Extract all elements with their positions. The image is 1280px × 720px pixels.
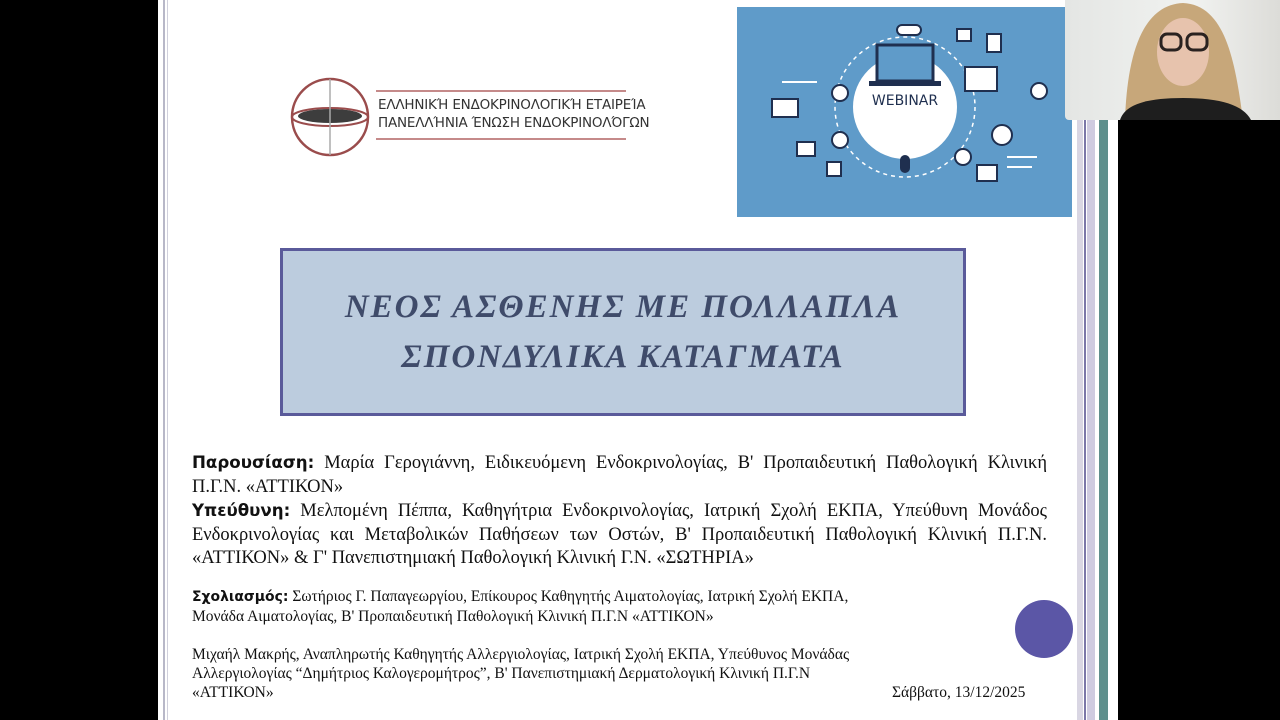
slide-title-line-2: ΣΠΟΝΔΥΛΙΚΑ ΚΑΤΑΓΜΑΤΑ: [401, 339, 845, 375]
decorative-circle: [1015, 600, 1073, 658]
globe-logo-icon: [290, 76, 374, 158]
webinar-illustration: [737, 7, 1072, 217]
slide-title-line-1: ΝΕΟΣ ΑΣΘΕΝΗΣ ΜΕ ΠΟΛΛΑΠΛΑ: [344, 289, 902, 325]
presenter-label: Παρουσίαση:: [192, 453, 315, 472]
commentary-second: Μιχαήλ Μακρής, Αναπληρωτής Καθηγητής Αλλεργιολογίας, Ιατρική Σχολή ΕΚΠΑ, Υπεύθυνος Μονάδας Αλλεργιολογίας “Δημήτριος Καλογερομήτρος”, Β' Πανεπιστημιακή Δερματολογική Κλινική Π.Γ.Ν «ΑΤΤΙΚΟΝ»: [192, 646, 850, 701]
supervisor-text: Μελπομένη Πέππα, Καθηγήτρια Ενδοκρινολογίας, Ιατρική Σχολή ΕΚΠΑ, Υπεύθυνη Μονάδος Ενδοκρινολογίας και Μεταβολικών Παθήσεων των Οστών, Β' Προπαιδευτική Παθολογική Κλινική Π.Γ.Ν. «ΑΤΤΙΚΟΝ» & Γ' Πανεπιστημιακή Παθολογική Κλινική Γ.Ν. «ΣΩΤΗΡΙΑ»: [192, 501, 1047, 568]
supervisor-info: [192, 499, 1047, 571]
speaker-avatar-icon: [1065, 0, 1280, 120]
logo-line-2: ΠΑΝΕΛΛΉΝΙΑ ΈΝΩΣΗ ΕΝΔΟΚΡΙΝΟΛΌΓΩΝ: [378, 115, 650, 131]
logo-rule: [376, 90, 626, 92]
logo-rule: [376, 138, 626, 140]
webinar-label: WEBINAR: [871, 93, 939, 109]
slide-title-box: [280, 248, 966, 416]
supervisor-label: Υπεύθυνη:: [192, 501, 291, 520]
slide-border-line: [163, 0, 165, 720]
commentary-text: Σωτήριος Γ. Παπαγεωργίου, Επίκουρος Καθηγητής Αιματολογίας, Ιατρική Σχολή ΕΚΠΑ, Μονάδα Αιματολογίας, Β' Προπαιδευτική Παθολογική Κλινική Π.Γ.Ν «ΑΤΤΙΚΟΝ»: [192, 588, 849, 625]
presenter-info: [192, 451, 1047, 499]
webinar-icons: [737, 7, 1072, 217]
commentary-info: [192, 587, 892, 626]
logo-line-1: ΕΛΛΗΝΙΚΉ ΕΝΔΟΚΡΙΝΟΛΟΓΙΚΉ ΕΤΑΙΡΕΊΑ: [378, 97, 646, 113]
speaker-video-thumbnail[interactable]: [1065, 0, 1280, 120]
society-logo: [290, 76, 650, 158]
slide-border-line: [167, 0, 168, 720]
slide-date: Σάββατο, 13/12/2025: [892, 684, 1026, 701]
presenter-text: Μαρία Γερογιάννη, Ειδικευόμενη Ενδοκρινολογίας, Β' Προπαιδευτική Παθολογική Κλινική Π.Γ.Ν. «ΑΤΤΙΚΟΝ»: [192, 453, 1047, 497]
logo-text: [378, 96, 649, 132]
authors-section: [192, 451, 1047, 571]
commentary-label: Σχολιασμός:: [192, 589, 289, 605]
